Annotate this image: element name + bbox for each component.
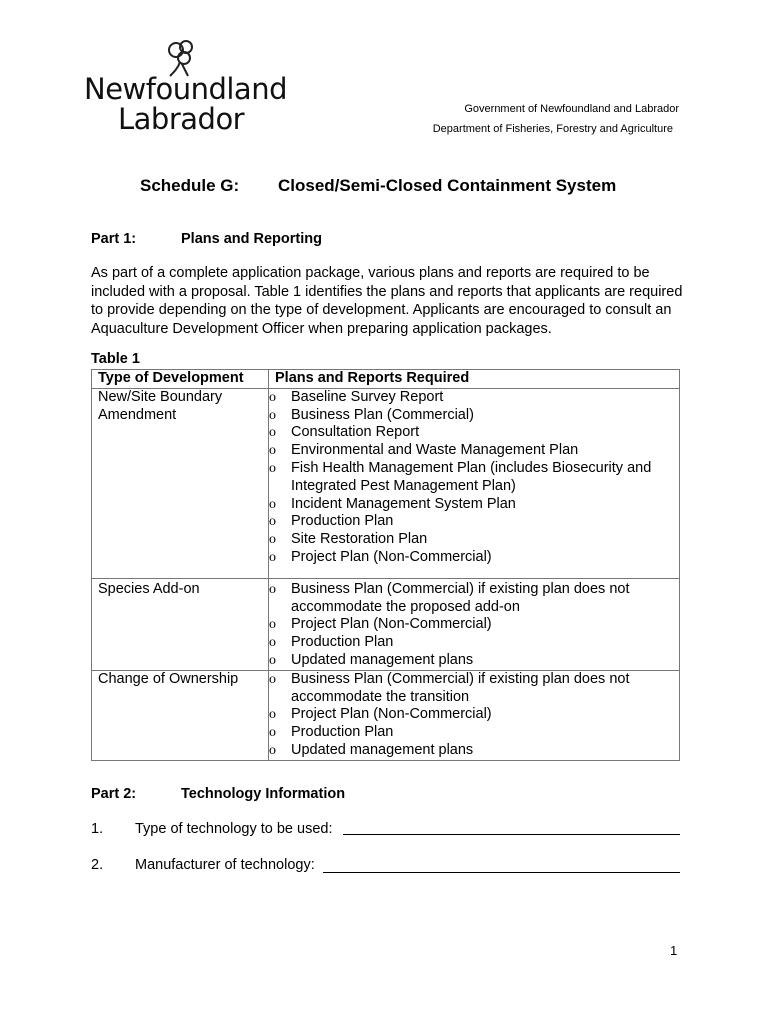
question-number: 2.	[91, 857, 104, 873]
schedule-title: Closed/Semi-Closed Containment System	[278, 176, 617, 195]
requirements-list	[269, 671, 679, 760]
header-type-of-development: Type of Development	[92, 370, 269, 389]
development-type: Change of Ownership	[92, 670, 269, 760]
list-item: o Business Plan (Commercial)	[269, 407, 679, 425]
list-item: o Environmental and Waste Management Plan	[269, 442, 679, 460]
part2-title: Technology Information	[181, 786, 346, 802]
list-item: o Business Plan (Commercial) if existing plan does not accommodate the proposed add-on	[269, 581, 679, 617]
list-item: o Fish Health Management Plan (includes Biosecurity and Integrated Pest Management Plan)	[269, 460, 679, 496]
list-item: o Business Plan (Commercial) if existing plan does not accommodate the transition	[269, 671, 679, 707]
part1-label: Part 1:	[91, 231, 137, 247]
list-item: o Incident Management System Plan	[269, 496, 679, 514]
nl-logo	[84, 38, 287, 138]
technology-type-field[interactable]	[343, 834, 680, 835]
requirements-list	[269, 581, 679, 670]
list-item: o Consultation Report	[269, 424, 679, 442]
list-item: o Project Plan (Non-Commercial)	[269, 616, 679, 634]
part1-title: Plans and Reporting	[181, 231, 322, 247]
logo-word-newfoundland: Newfoundland	[84, 72, 287, 106]
development-type: New/Site Boundary Amendment	[92, 388, 269, 578]
government-name: Government of Newfoundland and Labrador	[464, 103, 679, 115]
requirements-list	[269, 389, 679, 567]
list-item: o Project Plan (Non-Commercial)	[269, 549, 679, 567]
question-number: 1.	[91, 821, 104, 837]
table-row	[92, 578, 680, 670]
question-manufacturer: Manufacturer of technology:	[135, 857, 315, 873]
list-item: o Updated management plans	[269, 652, 679, 670]
development-type: Species Add-on	[92, 578, 269, 670]
manufacturer-field[interactable]	[323, 872, 680, 873]
page-number: 1	[670, 943, 678, 958]
list-item: o Updated management plans	[269, 742, 679, 760]
list-item: o Production Plan	[269, 724, 679, 742]
table-header-row	[92, 370, 680, 389]
list-item: o Production Plan	[269, 634, 679, 652]
list-item: o Production Plan	[269, 513, 679, 531]
intro-paragraph: As part of a complete application package, various plans and reports are required to be included with a proposal. Table 1 identifies the plans and reports that applicants are required to provide depending on the type of development. Applicants are encouraged to consult an Aquaculture Development Officer when preparing application packages.	[91, 265, 683, 337]
list-item: o Project Plan (Non-Commercial)	[269, 706, 679, 724]
list-item: o Site Restoration Plan	[269, 531, 679, 549]
list-item: o Baseline Survey Report	[269, 389, 679, 407]
plans-table	[91, 369, 680, 761]
part2-label: Part 2:	[91, 786, 137, 802]
table-label: Table 1	[91, 351, 140, 367]
table-row	[92, 388, 680, 578]
header-plans-required: Plans and Reports Required	[269, 370, 680, 389]
table-row	[92, 670, 680, 760]
question-technology-type: Type of technology to be used:	[135, 821, 333, 837]
logo-word-labrador: Labrador	[118, 102, 245, 136]
schedule-label: Schedule G:	[140, 176, 240, 195]
department-name: Department of Fisheries, Forestry and Agriculture	[432, 123, 673, 135]
